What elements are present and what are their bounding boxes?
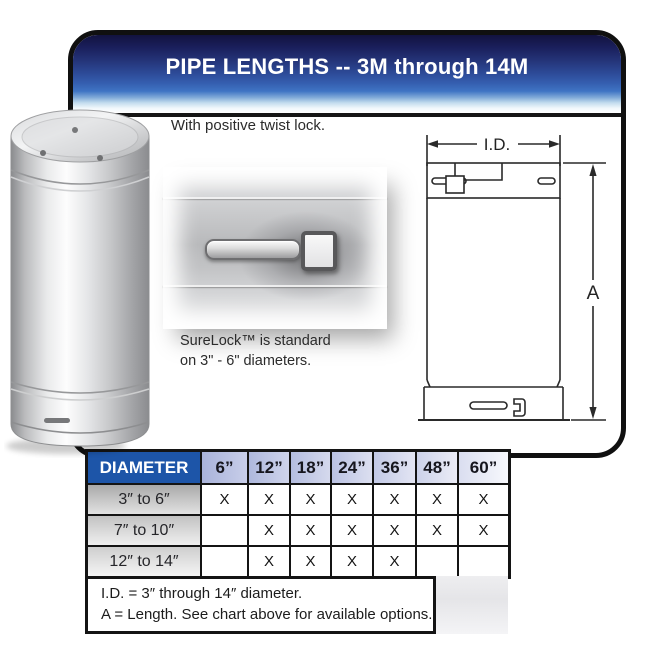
surelock-caption-line1: SureLock™ is standard [180,333,331,349]
availability-cell: X [290,484,331,515]
length-header: 48” [416,451,458,485]
availability-cell: X [416,515,458,546]
availability-cell: X [331,546,373,578]
pipe-seam-line [163,285,387,287]
table-row [87,515,510,546]
availability-cell [201,515,248,546]
pipe-product-photo [4,106,156,458]
note-a: A = Length. See chart above for available options. [101,606,433,623]
availability-cell: X [373,546,416,578]
availability-cell: X [458,515,510,546]
length-header: 60” [458,451,510,485]
availability-cell: X [290,546,331,578]
length-header: 6” [201,451,248,485]
availability-cell: X [331,515,373,546]
banner-title: PIPE LENGTHS -- 3M through 14M [165,54,529,79]
diameter-range: 3″ to 6″ [87,484,202,515]
surelock-caption-line2: on 3" - 6" diameters. [180,353,312,369]
availability-cell [458,546,510,578]
pipe-seam-line [163,197,387,199]
length-header: 36” [373,451,416,485]
notes-row [85,576,511,634]
length-header: 12” [248,451,290,485]
availability-section [85,449,511,634]
pipe-dimension-diagram [410,130,620,455]
lock-slot [205,239,301,260]
availability-cell: X [331,484,373,515]
banner [73,35,621,117]
table-row [87,484,510,515]
table-row [87,546,510,578]
availability-cell: X [458,484,510,515]
availability-cell: X [248,484,290,515]
lock-tab [301,231,337,271]
diameter-range: 7″ to 10″ [87,515,202,546]
diameter-header: DIAMETER [87,451,202,485]
diameter-range: 12″ to 14″ [87,546,202,578]
availability-cell: X [416,484,458,515]
length-header: 18” [290,451,331,485]
availability-cell [201,546,248,578]
notes-box [85,576,436,634]
availability-cell: X [248,546,290,578]
twist-lock-photo [163,167,387,329]
availability-cell: X [248,515,290,546]
availability-cell [416,546,458,578]
availability-cell: X [373,484,416,515]
twist-lock-caption: With positive twist lock. [170,117,326,134]
availability-cell: X [290,515,331,546]
note-id: I.D. = 3″ through 14″ diameter. [101,585,303,602]
length-header: 24” [331,451,373,485]
shadow-patch [436,576,508,634]
availability-cell: X [373,515,416,546]
size-table [85,449,511,579]
availability-cell: X [201,484,248,515]
surelock-caption [180,331,331,371]
diagram-id-label: I.D. [483,135,511,154]
diagram-a-label: A [586,283,600,304]
